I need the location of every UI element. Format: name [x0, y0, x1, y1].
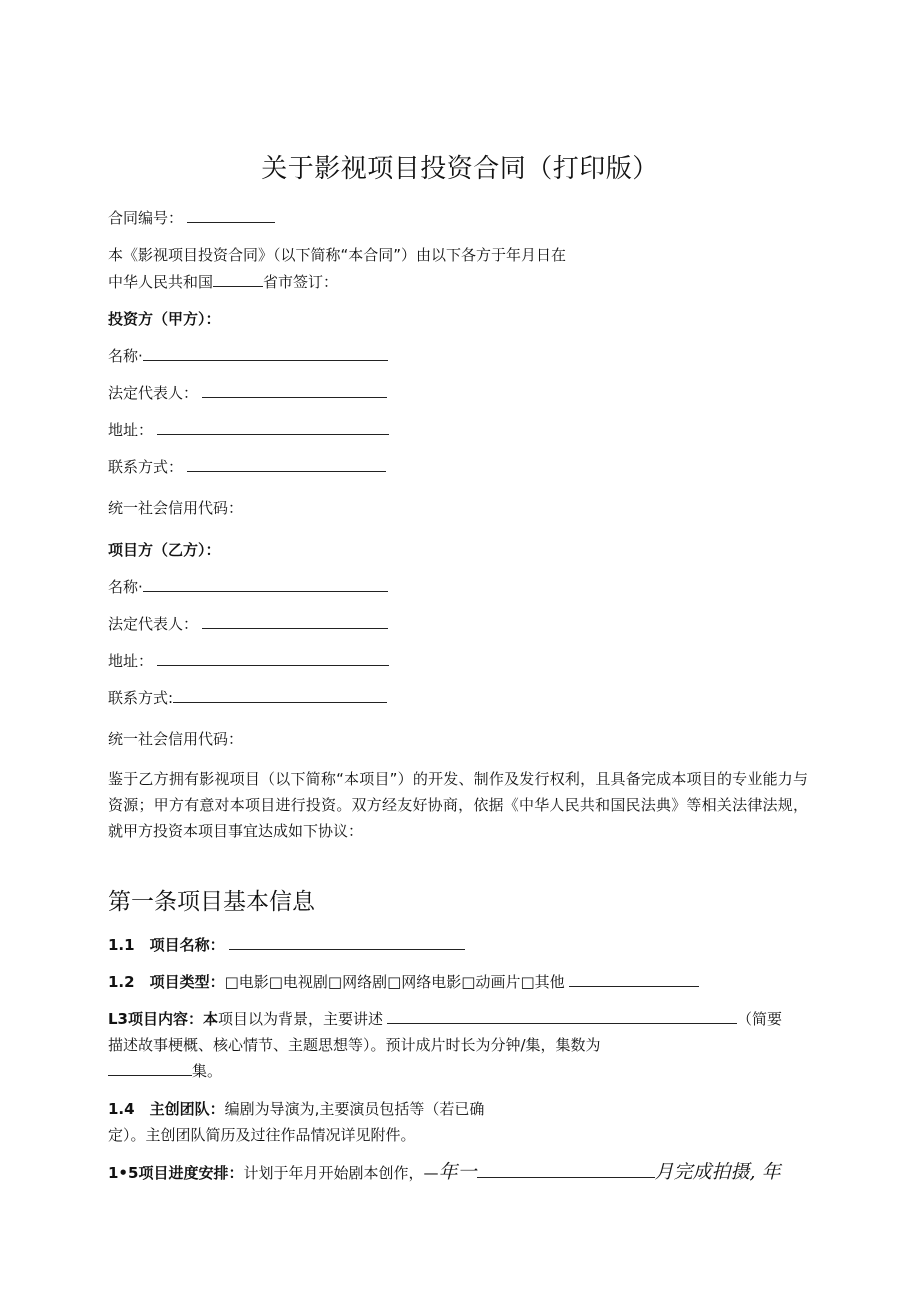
party-b-contact-line: [108, 687, 387, 708]
contract-number-line: [108, 207, 275, 228]
clause-1-3-text: 项目以为背景，主要讲述: [218, 1010, 384, 1028]
party-a-contact-blank[interactable]: [187, 457, 386, 472]
party-a-name-label: 名称·: [108, 347, 143, 365]
party-a-contact-label: 联系方式：: [108, 458, 184, 476]
document-title: 关于影视项目投资合同（打印版）: [261, 154, 659, 184]
party-a-heading: 投资方（甲方）：: [108, 310, 221, 328]
party-a-legal-rep-label: 法定代表人：: [108, 384, 199, 402]
contract-number-label: 合同编号：: [108, 209, 184, 227]
intro-country: 中华人民共和国: [108, 273, 214, 291]
party-b-name-blank[interactable]: [143, 577, 388, 592]
party-b-contact-label: 联系方式:: [108, 689, 174, 707]
project-type-options[interactable]: □电影□电视剧□网络剧□网络电影□动画片□其他: [224, 973, 565, 991]
party-b-address-line: [108, 650, 389, 671]
clause-1-3-bold: 本: [203, 1010, 219, 1028]
intro-signed: 省市签订：: [263, 273, 339, 291]
province-blank[interactable]: [213, 272, 263, 287]
party-b-contact-blank[interactable]: [173, 688, 387, 703]
party-b-legal-rep-blank[interactable]: [202, 614, 388, 629]
intro-line-1: 本《影视项目投资合同》（以下简称“本合同”）由以下各方于年月日在: [108, 246, 567, 264]
story-summary-blank[interactable]: [387, 1009, 737, 1024]
episode-count-blank[interactable]: [108, 1061, 192, 1076]
project-name-blank[interactable]: [229, 935, 465, 950]
party-b-heading: 项目方（乙方）：: [108, 541, 221, 559]
clause-1-4-line-2: 定）。主创团队简历及过往作品情况详见附件。: [108, 1126, 416, 1144]
party-a-contact-line: [108, 456, 386, 477]
party-a-address-line: [108, 419, 389, 440]
party-b-credit-code: 统一社会信用代码：: [108, 730, 244, 748]
party-a-name-line: [108, 345, 388, 366]
party-b-legal-rep-label: 法定代表人：: [108, 615, 199, 633]
party-a-legal-rep-blank[interactable]: [202, 383, 387, 398]
party-b-legal-rep-line: [108, 613, 388, 634]
contract-number-blank[interactable]: [187, 208, 275, 223]
clause-1-3-line-1: [108, 1008, 782, 1029]
party-a-credit-code: 统一社会信用代码：: [108, 499, 244, 517]
clause-1-3-tail: （简要: [737, 1010, 783, 1028]
intro-line-2: [108, 271, 338, 292]
party-a-legal-rep-line: [108, 382, 387, 403]
schedule-blank[interactable]: [477, 1163, 655, 1178]
clause-1-3-line-3: [108, 1060, 222, 1081]
clause-1-1: [108, 934, 465, 955]
clause-1-5: [108, 1157, 781, 1184]
party-b-address-label: 地址：: [108, 652, 154, 670]
project-type-other-blank[interactable]: [569, 972, 699, 987]
clause-1-5-text: 计划于年月开始剧本创作，—: [243, 1164, 439, 1182]
clause-1-3-label: L3项目内容：: [108, 1010, 203, 1028]
clause-1-1-label: 1.1 项目名称：: [108, 936, 225, 954]
article-1-title: 第一条项目基本信息: [108, 889, 315, 915]
party-b-name-line: [108, 576, 388, 597]
party-a-address-label: 地址：: [108, 421, 154, 439]
recital-paragraph: 鉴于乙方拥有影视项目（以下简称“本项目”）的开发、制作及发行权利，且具备完成本项目的专业能力与资源；甲方有意对本项目进行投资。双方经友好协商，依据《中华人民共和国民法典》等相关法律法规，就甲方投资本项目事宜达成如下协议：: [108, 770, 808, 840]
party-b-name-label: 名称·: [108, 578, 143, 596]
clause-1-3-end: 集。: [192, 1062, 223, 1080]
clause-1-5-year-month: 年一: [438, 1161, 477, 1183]
party-b-address-blank[interactable]: [157, 651, 389, 666]
party-a-name-blank[interactable]: [143, 346, 388, 361]
clause-1-2-label: 1.2 项目类型：: [108, 973, 225, 991]
clause-1-4-line-1: [108, 1098, 484, 1119]
party-a-address-blank[interactable]: [157, 420, 389, 435]
clause-1-5-label: 1•5项目进度安排：: [108, 1164, 244, 1182]
clause-1-2: [108, 971, 699, 992]
clause-1-5-shooting: 月完成拍摄, 年: [654, 1161, 781, 1183]
clause-1-4-label: 1.4 主创团队：: [108, 1100, 225, 1118]
clause-1-3-line-2: 描述故事梗概、核心情节、主题思想等）。预计成片时长为分钟/集，集数为: [108, 1036, 601, 1054]
clause-1-4-text: 编剧为导演为,主要演员包括等（若已确: [224, 1100, 485, 1118]
